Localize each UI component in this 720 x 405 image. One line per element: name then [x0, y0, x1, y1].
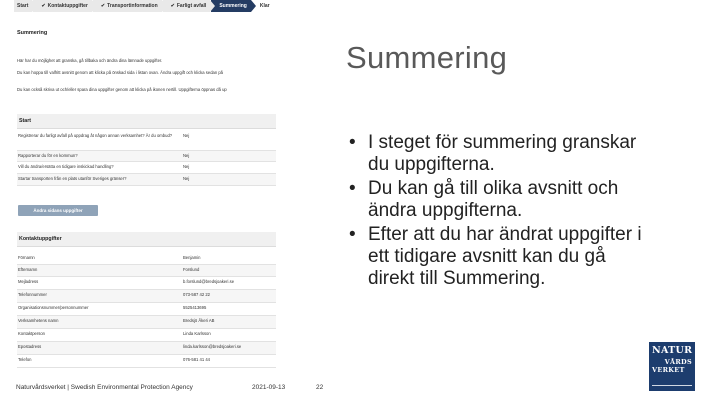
step-label: Start — [17, 3, 29, 9]
row-answer: Nej — [183, 164, 190, 169]
step-kontaktuppgifter[interactable] — [33, 0, 91, 12]
row-question: Epostadress — [18, 344, 42, 349]
section-heading-start: Start — [17, 114, 276, 129]
intro-text: Du kan hoppa till valfritt avsnitt genom att klicka på önskad sida i listan ovan. Ändra uppgift och klicka sedan på — [17, 70, 224, 75]
bullet-text: Efter att du har ändrat uppgifter i ett tidigare avsnitt kan du gå direkt till Summering. — [368, 224, 642, 289]
bullet-item — [346, 132, 646, 176]
table-row — [17, 162, 276, 174]
check-icon: ✔ — [100, 3, 106, 9]
intro-text: Du kan också skriva ut och/eller spara dina uppgifter genom att klicka på ikonen nertill. Uppgifterna öppnas då up — [17, 87, 227, 92]
table-row — [17, 316, 276, 329]
row-question: Startar transporten från en plats utanför Sveriges gränser? — [18, 176, 127, 181]
logo-line: VERKET — [652, 366, 685, 374]
table-row — [17, 131, 276, 151]
progress-steps — [14, 0, 276, 12]
logo-line: NATUR — [652, 345, 693, 356]
table-row — [17, 290, 276, 303]
bullet-icon: • — [349, 178, 356, 199]
row-answer: Nej — [183, 133, 190, 138]
row-answer: Benjamin — [183, 255, 201, 260]
row-answer: Bredsjö Åkeri AB — [183, 318, 215, 323]
bullet-text: Du kan gå till olika avsnitt och ändra uppgifterna. — [368, 178, 619, 221]
step-transportinformation[interactable] — [93, 0, 162, 12]
bullet-item — [346, 224, 646, 290]
naturvardsverket-logo — [649, 342, 695, 391]
row-answer: linda.karlsson@bredsjoakeri.se — [183, 344, 242, 349]
table-row — [17, 265, 276, 277]
bullet-text: I steget för summering granskar du uppgifterna. — [368, 132, 637, 175]
step-label: Transportinformation — [107, 3, 158, 9]
table-row — [17, 303, 276, 316]
logo-line: VÅRDS — [664, 357, 692, 366]
footer-organization: Naturvårdsverket | Swedish Environmental Protection Agency — [16, 384, 193, 391]
summary-heading: Summering — [17, 30, 48, 36]
step-summering[interactable] — [211, 0, 251, 12]
row-question: Organisationsnummer/personnummer — [18, 305, 89, 310]
table-row — [17, 342, 276, 355]
row-question: Förnamn — [18, 255, 35, 260]
edit-page-button[interactable]: Ändra sidans uppgifter — [18, 205, 98, 216]
row-question: Verksamhetens namn — [18, 318, 59, 323]
table-row — [17, 329, 276, 342]
row-answer: b.forslund@bredsjoakeri.se — [183, 279, 235, 284]
check-icon: ✔ — [41, 3, 46, 9]
row-question: Vill du ändra/ersätta en tidigare inskickad handling? — [18, 164, 114, 169]
row-answer: Nej — [183, 153, 190, 158]
row-question: Rapporterar du för en kommun? — [18, 153, 78, 158]
logo-underline — [652, 385, 692, 386]
bullet-list — [346, 132, 646, 292]
table-row — [17, 355, 276, 368]
footer-date: 2021-09-13 — [252, 384, 286, 391]
row-question: Kontaktperson — [18, 331, 46, 336]
intro-text: Här har du möjlighet att granska, gå tillbaka och ändra dina lämnade uppgifter. — [17, 58, 163, 63]
row-question: Telefonnummer — [18, 292, 47, 297]
row-answer: 5525413695 — [183, 305, 207, 310]
table-row — [17, 174, 276, 186]
bullet-item — [346, 178, 646, 222]
row-question: Registrerar du farligt avfall på uppdrag åt någon annan verksamhet? Är du ombud? — [18, 133, 173, 138]
page-number: 22 — [316, 384, 324, 391]
table-row — [17, 151, 276, 162]
bullet-icon: • — [349, 224, 356, 245]
step-label: Klar — [259, 3, 270, 9]
row-answer: 076-581 41 44 — [183, 357, 211, 362]
row-question: Telefon — [18, 357, 32, 362]
row-question: Efternamn — [18, 267, 38, 272]
slide-title: Summering — [346, 40, 508, 75]
step-label: Farligt avfall — [176, 3, 207, 9]
row-answer: 073-587 42 22 — [183, 292, 211, 297]
step-label: Kontaktuppgifter — [47, 3, 88, 9]
step-label: Summering — [219, 3, 247, 9]
table-row — [17, 253, 276, 265]
row-question: Mejladress — [18, 279, 39, 284]
form-screenshot — [14, 0, 276, 375]
section-heading-contact: Kontaktuppgifter — [17, 232, 276, 247]
row-answer: Forslund — [183, 267, 200, 272]
bullet-icon: • — [349, 132, 356, 153]
table-row — [17, 277, 276, 290]
step-farligt-avfall[interactable] — [163, 0, 211, 12]
step-start[interactable] — [14, 0, 32, 12]
row-answer: Linda Karlsson — [183, 331, 211, 336]
check-icon: ✔ — [170, 3, 175, 9]
row-answer: Nej — [183, 176, 190, 181]
